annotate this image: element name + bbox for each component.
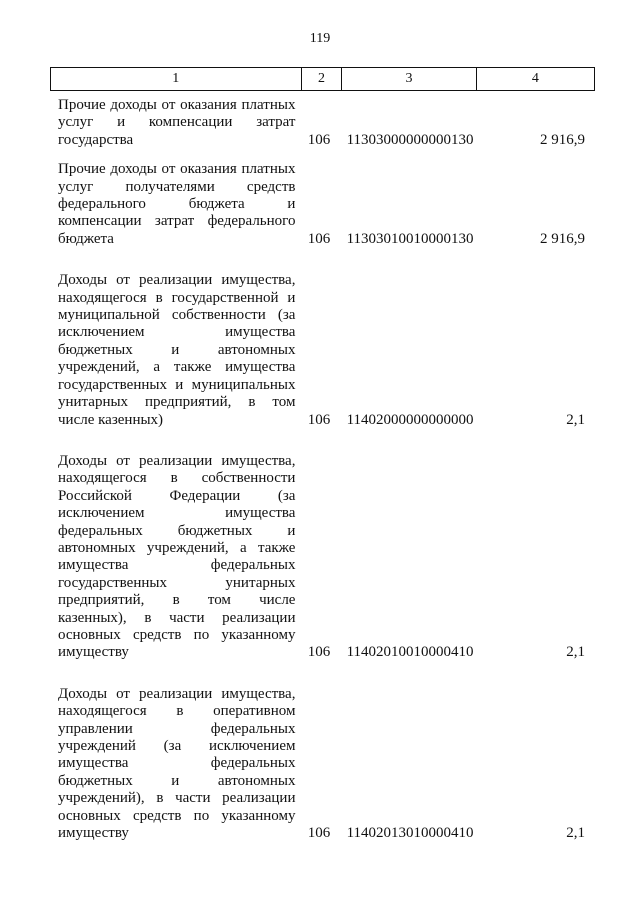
row-code-col3: 11402000000000000 — [346, 411, 474, 428]
header-col-3: 3 — [341, 68, 475, 90]
description-line: государственных унитарных — [58, 574, 296, 591]
description-line: казенных), в части реализации — [58, 609, 296, 626]
row-description — [50, 686, 295, 843]
description-line: находящегося в собственности — [58, 470, 296, 487]
row-code-col3: 11402013010000410 — [346, 825, 474, 842]
description-line: федеральных бюджетных и — [58, 522, 296, 539]
description-line: унитарных предприятий, в том — [58, 394, 296, 411]
row-amount: 2,1 — [566, 644, 585, 661]
header-col-4: 4 — [476, 68, 594, 90]
description-line: числе казенных) — [58, 411, 164, 428]
row-code-col2: 106 — [307, 131, 331, 148]
description-line: управлении федеральных — [58, 720, 296, 737]
page-number: 119 — [309, 31, 331, 46]
description-line: автономных учреждений, а также — [58, 539, 296, 556]
description-line: имущества федеральных — [58, 755, 296, 772]
row-code-col2: 106 — [307, 825, 331, 842]
row-code-col3: 11303010010000130 — [346, 230, 474, 247]
header-col-1: 1 — [172, 71, 180, 87]
description-line: бюджетных и автономных — [58, 772, 296, 789]
description-line: основных средств по указанному — [58, 626, 296, 643]
description-line: исключением имущества — [58, 505, 296, 522]
budget-revenue-table — [50, 67, 595, 842]
description-line: Российской Федерации (за — [58, 487, 296, 504]
description-line: муниципальной собственности (за — [58, 307, 296, 324]
row-code-col2: 106 — [307, 411, 331, 428]
row-code-col2: 106 — [307, 230, 331, 247]
row-amount: 2,1 — [566, 825, 585, 842]
table-row — [50, 453, 595, 662]
table-row — [50, 97, 595, 149]
description-line: находящегося в оперативном — [58, 703, 296, 720]
description-line: имуществу — [58, 644, 129, 661]
description-line: услуг и компенсации затрат — [58, 114, 296, 131]
description-line: предприятий, в том числе — [58, 592, 296, 609]
description-line: находящегося в государственной и — [58, 289, 296, 306]
row-code-col3: 11303000000000130 — [346, 131, 474, 148]
description-line: имущества федеральных — [58, 557, 296, 574]
row-description — [50, 453, 295, 662]
row-code-col3: 11402010010000410 — [346, 644, 474, 661]
description-line: Прочие доходы от оказания платных — [58, 161, 296, 178]
description-line: исключением имущества — [58, 324, 296, 341]
header-col-2: 2 — [301, 68, 342, 90]
description-line: Доходы от реализации имущества, — [58, 452, 296, 469]
row-description — [50, 161, 295, 248]
row-description — [50, 272, 295, 429]
description-line: Доходы от реализации имущества, — [58, 272, 296, 289]
description-line: учреждений (за исключением — [58, 738, 296, 754]
description-line: Доходы от реализации имущества, — [58, 685, 296, 702]
description-line: Прочие доходы от оказания платных — [58, 97, 296, 113]
table-header-row — [50, 67, 595, 91]
description-line: учреждений, а также имущества — [58, 359, 296, 376]
row-description — [50, 97, 295, 149]
description-line: компенсации затрат федерального — [58, 213, 296, 230]
row-amount: 2 916,9 — [540, 131, 585, 148]
description-line: услуг получателями средств — [58, 178, 296, 195]
description-line: имуществу — [58, 825, 129, 842]
description-line: государства — [58, 131, 134, 148]
row-amount: 2 916,9 — [540, 230, 585, 247]
description-line: федерального бюджета и — [58, 196, 296, 213]
description-line: бюджетных и автономных — [58, 341, 296, 358]
description-line: государственных и муниципальных — [58, 376, 296, 393]
description-line: учреждений), в части реализации — [58, 790, 296, 807]
description-line: основных средств по указанному — [58, 807, 296, 824]
description-line: бюджета — [58, 230, 114, 247]
row-code-col2: 106 — [307, 644, 331, 661]
table-row — [50, 272, 595, 429]
table-row — [50, 161, 595, 248]
table-row — [50, 686, 595, 843]
row-amount: 2,1 — [566, 411, 585, 428]
